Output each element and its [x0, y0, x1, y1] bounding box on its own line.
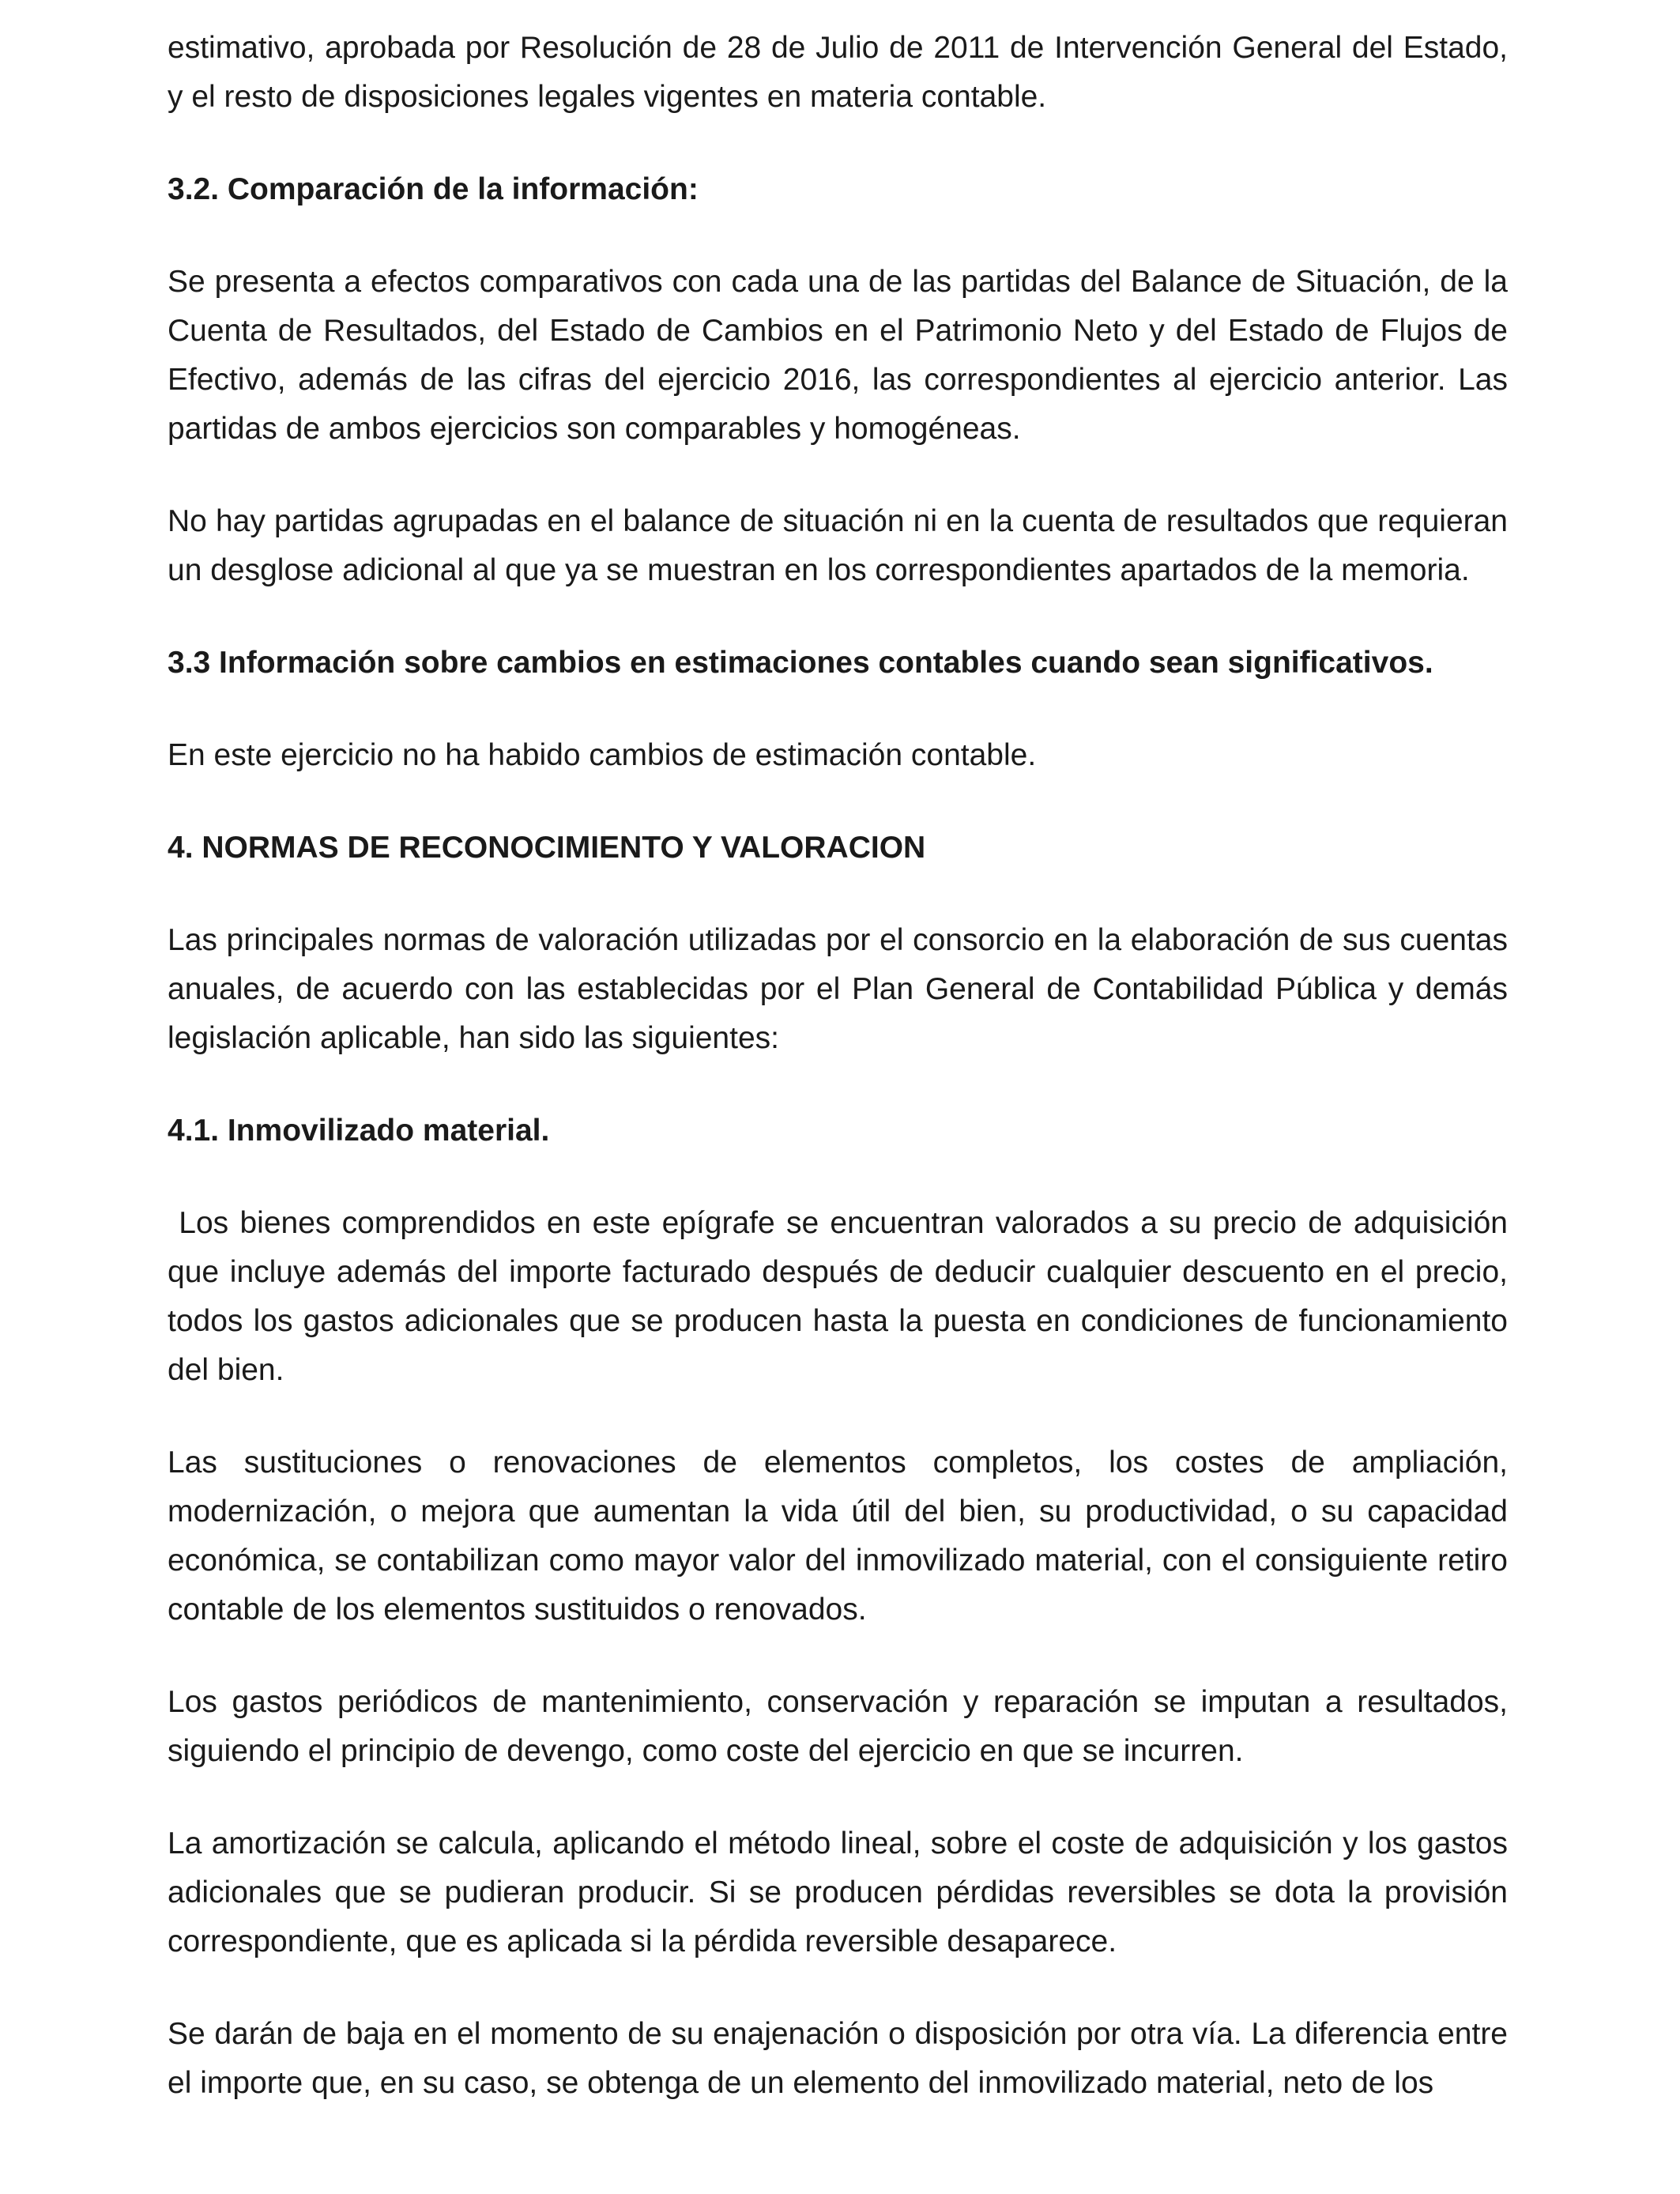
paragraph-acquisition-price: Los bienes comprendidos en este epígrafe se encuentran valorados a su precio de adquisición que incluye además del importe facturado después de deducir cualquier descuento en el precio, todos los gastos adicionales que se producen hasta la puesta en condiciones de funcionamiento del bien. — [168, 1206, 1516, 1387]
paragraph-comparative-info: Se presenta a efectos comparativos con cada una de las partidas del Balance de Situación, de la Cuenta de Resultados, del Estado de Cambios en el Patrimonio Neto y del Estado de Flujos de Efectivo, además de las cifras del ejercicio 2016, las correspondientes al ejercicio anterior. Las partidas de ambos ejercicios son comparables y homogéneas. — [168, 265, 1508, 446]
spacer — [168, 595, 1508, 639]
heading-4: 4. NORMAS DE RECONOCIMIENTO Y VALORACION — [168, 831, 926, 865]
paragraph-no-estimation-changes: En este ejercicio no ha habido cambios de estimación contable. — [168, 738, 1037, 772]
spacer — [168, 1776, 1508, 1819]
spacer — [168, 1634, 1508, 1678]
spacer — [168, 873, 1508, 916]
spacer — [168, 1395, 1508, 1438]
paragraph-maintenance-costs: Los gastos periódicos de mantenimiento, conservación y reparación se imputan a resultados, siguiendo el principio de devengo, como coste del ejercicio en que se incurren. — [168, 1685, 1508, 1768]
spacer — [168, 214, 1508, 258]
spacer — [168, 688, 1508, 731]
paragraph-valuation-norms: Las principales normas de valoración utilizadas por el consorcio en la elaboración de sus cuentas anuales, de acuerdo con las establecidas por el Plan General de Contabilidad Pública y demás legislación aplicable, han sido las siguientes: — [168, 923, 1508, 1055]
document-page — [168, 0, 1516, 2108]
paragraph-grouped-items: No hay partidas agrupadas en el balance de situación ni en la cuenta de resultados que requieran un desglose adicional al que ya se muestran en los correspondientes apartados de la memoria. — [168, 504, 1508, 587]
spacer — [168, 1063, 1508, 1106]
paragraph-derecognition: Se darán de baja en el momento de su enajenación o disposición por otra vía. La diferencia entre el importe que, en su caso, se obtenga de un elemento del inmovilizado material, neto de los — [168, 2017, 1508, 2100]
spacer — [168, 454, 1508, 497]
paragraph-accounting-framework: estimativo, aprobada por Resolución de 28 de Julio de 2011 de Intervención General del Estado, y el resto de disposiciones legales vigentes en materia contable. — [168, 31, 1508, 114]
spacer — [168, 1155, 1508, 1199]
heading-3-3: 3.3 Información sobre cambios en estimaciones contables cuando sean significativos. — [168, 646, 1433, 680]
heading-4-1: 4.1. Inmovilizado material. — [168, 1114, 550, 1148]
paragraph-replacements: Las sustituciones o renovaciones de elementos completos, los costes de ampliación, modernización, o mejora que aumentan la vida útil del bien, su productividad, o su capacidad económica, se contabilizan como mayor valor del inmovilizado material, con el consiguiente retiro contable de los elementos sustituidos o renovados. — [168, 1446, 1508, 1627]
spacer — [168, 780, 1508, 824]
paragraph-amortization: La amortización se calcula, aplicando el método lineal, sobre el coste de adquisición y los gastos adicionales que se pudieran producir. Si se producen pérdidas reversibles se dota la provisión correspondiente, que es aplicada si la pérdida reversible desaparece. — [168, 1826, 1508, 1958]
spacer — [168, 1966, 1508, 2010]
spacer — [168, 122, 1508, 165]
heading-3-2: 3.2. Comparación de la información: — [168, 172, 699, 206]
